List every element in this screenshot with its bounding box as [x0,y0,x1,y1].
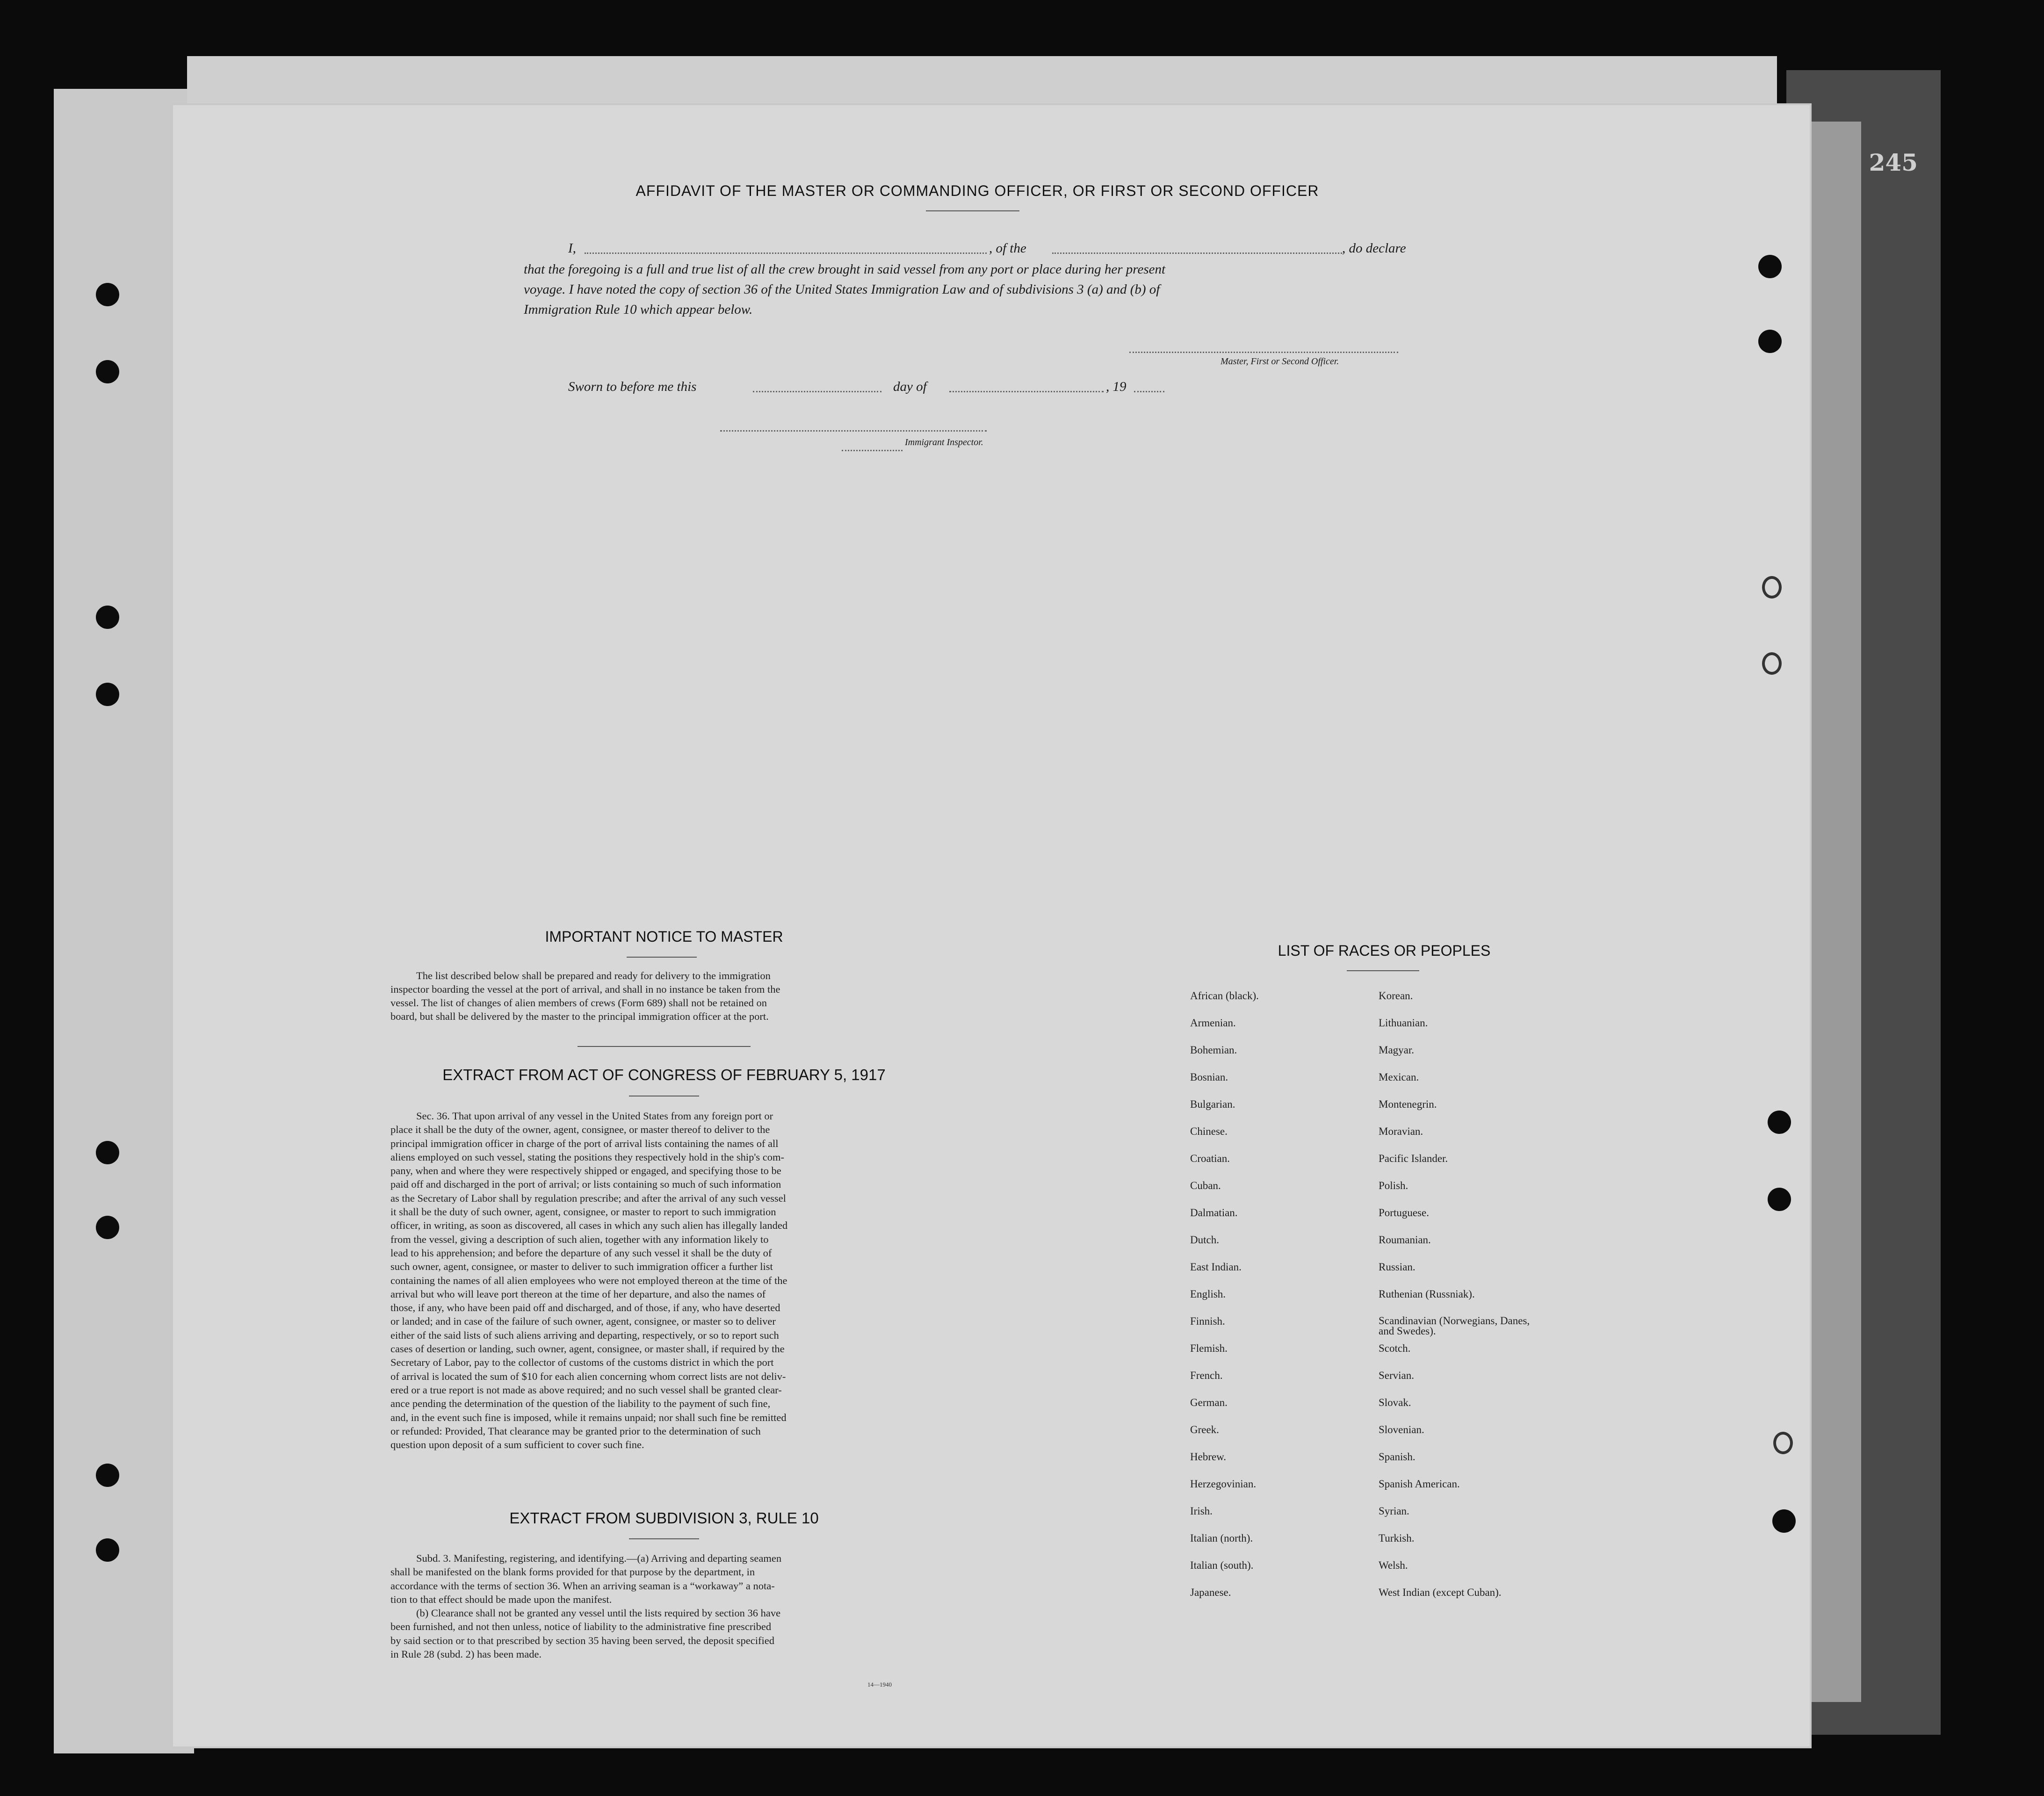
rule-title-rule [629,1538,699,1539]
notice-line: inspector boarding the vessel at the port of arrival, and shall in no instance be taken from the [390,983,780,995]
race-item: Chinese. [1190,1125,1228,1137]
race-item: Korean. [1379,990,1413,1002]
race-item: German. [1190,1397,1228,1408]
race-item: Cuban. [1190,1180,1221,1191]
master-signature-label: Master, First or Second Officer. [1221,356,1339,367]
race-item: Welsh. [1379,1559,1408,1571]
race-item: Italian (south). [1190,1559,1254,1571]
affidavit-of-the: , of the [989,241,1026,256]
notice-line: board, but shall be delivered by the master to the principal immigration officer at the port. [390,1010,769,1022]
race-item: Ruthenian (Russniak). [1379,1288,1475,1300]
sworn-day-field[interactable] [753,391,881,392]
race-item: Greek. [1190,1424,1219,1435]
act-line: question upon deposit of a sum sufficient to cover such fine. [390,1439,644,1451]
act-line: Sec. 36. That upon arrival of any vessel in the United States from any foreign port or [416,1110,773,1122]
rule-line: accordance with the terms of section 36. When an arriving seaman is a “workaway” a nota- [390,1580,775,1592]
binding-hole [96,283,119,306]
act-line: ance pending the determination of the question of the liability to the payment of such fine, [390,1398,771,1410]
affidavit-title-rule [926,210,1019,211]
sworn-year-field[interactable] [1134,391,1164,392]
affidavit-i: I, [568,241,576,256]
race-item: Lithuanian. [1379,1017,1428,1029]
act-line: ered or a true report is not made as above required; and no such vessel shall be granted clear- [390,1384,782,1396]
rule-line: in Rule 28 (subd. 2) has been made. [390,1648,542,1660]
race-item: Moravian. [1379,1125,1423,1137]
race-item: Russian. [1379,1261,1416,1273]
sworn-month-field[interactable] [949,391,1104,392]
race-item: African (black). [1190,990,1259,1002]
race-item: Italian (north). [1190,1532,1253,1544]
affidavit-title: AFFIDAVIT OF THE MASTER OR COMMANDING OFFICER, OR FIRST OR SECOND OFFICER [636,182,1319,199]
notice-line: The list described below shall be prepared and ready for delivery to the immigration [416,970,771,981]
inspector-signature-field[interactable] [720,430,987,432]
binding-hole [96,1141,119,1164]
inspector-label: Immigrant Inspector. [905,437,983,447]
race-item: Bosnian. [1190,1071,1228,1083]
act-line: principal immigration officer in charge of the port of arrival lists containing the names of all [390,1137,779,1149]
rule-line: shall be manifested on the blank forms provided for that purpose by the department, in [390,1566,755,1578]
race-item: Spanish. [1379,1451,1416,1463]
race-item: Scotch. [1379,1342,1411,1354]
race-item: West Indian (except Cuban). [1379,1587,1502,1598]
rule-line: Subd. 3. Manifesting, registering, and identifying.—(a) Arriving and departing seamen [416,1552,782,1564]
race-item: French. [1190,1370,1223,1381]
races-column-1 [1190,990,1358,1614]
races-column-2 [1379,990,1556,1614]
binding-hole [96,606,119,629]
master-signature-field[interactable] [1129,352,1398,353]
races-title-rule [1347,970,1419,971]
binding-hole [96,1538,119,1562]
race-item: Syrian. [1379,1505,1409,1517]
race-item: Bohemian. [1190,1044,1237,1056]
race-item: Japanese. [1190,1587,1231,1598]
binding-hole [96,1216,119,1239]
race-item: Polish. [1379,1180,1408,1191]
act-line: Secretary of Labor, pay to the collector of customs of the customs district in which the port [390,1356,774,1369]
notice-title-rule [627,957,697,958]
affidavit-line-2: voyage. I have noted the copy of section 36 of the United States Immigration Law and of subdivisions 3 (a) and (b) of [524,282,1160,297]
race-item: Scandinavian (Norwegians, Danes, and Swedes). [1379,1315,1530,1337]
act-line: as the Secretary of Labor shall by regulation prescribe; and after the arrival of any such vessel [390,1192,786,1204]
notice-body [390,969,938,1023]
race-item: English. [1190,1288,1226,1300]
act-line: such owner, agent, consignee, or master to deliver to such immigration officer a further list [390,1261,773,1273]
binding-hole [96,1464,119,1487]
affidavit-do-declare: , do declare [1342,241,1406,256]
rule-line: tion to that effect should be made upon the manifest. [390,1593,612,1605]
act-line: pany, when and where they were respectively shipped or engaged, and specifying those to be [390,1165,781,1177]
act-line: it shall be the duty of such owner, agent, consignee, or master to report to such immigration [390,1206,776,1218]
race-item: Finnish. [1190,1315,1225,1327]
race-item: Mexican. [1379,1071,1419,1083]
race-item: Roumanian. [1379,1234,1431,1246]
rule-title: EXTRACT FROM SUBDIVISION 3, RULE 10 [509,1509,819,1527]
race-item: Servian. [1379,1370,1415,1381]
act-line: of arrival is located the sum of $10 for each alien concerning whom correct lists are not deliv- [390,1370,786,1382]
act-line: or refunded: Provided, That clearance may be granted prior to the determination of such [390,1425,761,1437]
race-item: Slovenian. [1379,1424,1424,1435]
sheet-number: 245 [1869,149,1918,176]
race-item: Portuguese. [1379,1207,1429,1219]
manifest-page [173,105,1810,1746]
races-title: LIST OF RACES OR PEOPLES [1278,942,1491,959]
race-item: East Indian. [1190,1261,1242,1273]
race-item: Armenian. [1190,1017,1236,1029]
race-item: Dutch. [1190,1234,1219,1246]
page-hole [1773,1432,1793,1454]
page-hole [1758,330,1782,353]
act-line: arrival but who will leave port thereon at the time of her departure, and also the names of [390,1288,766,1300]
notice-rule [578,1046,751,1047]
page-hole [1768,1111,1791,1134]
affidavit-line-1: that the foregoing is a full and true list of all the crew brought in said vessel from any port or place during her present [524,262,1166,277]
rule-body [390,1551,938,1661]
sworn-text: Sworn to before me this [568,379,697,394]
race-item: Slovak. [1379,1397,1411,1408]
act-line: either of the said lists of such aliens arriving and departing, respectively, or so to report such [390,1329,779,1341]
notice-title: IMPORTANT NOTICE TO MASTER [545,928,783,945]
act-line: paid off and discharged in the port of arrival; or lists containing so much of such information [390,1178,781,1190]
race-item: Pacific Islander. [1379,1153,1448,1164]
rule-line: (b) Clearance shall not be granted any vessel until the lists required by section 36 have [416,1607,781,1619]
page-hole [1762,652,1782,675]
vessel-field[interactable] [1052,252,1342,254]
race-item: Croatian. [1190,1153,1230,1164]
act-line: those, if any, who have been paid off and discharged, and of those, if any, who have deserted [390,1302,780,1314]
rule-line: by said section or to that prescribed by section 35 having been served, the deposit specified [390,1634,775,1646]
year-text: , 19 [1106,379,1127,394]
binding-hole [96,360,119,383]
act-body [390,1109,938,1451]
act-line: containing the names of all alien employees who were not employed thereon at the time of the [390,1274,787,1286]
race-item: Hebrew. [1190,1451,1227,1463]
name-field[interactable] [585,252,987,254]
race-item: Dalmatian. [1190,1207,1238,1219]
race-item: Irish. [1190,1505,1213,1517]
form-code: 14—1940 [867,1681,892,1688]
notice-line: vessel. The list of changes of alien members of crews (Form 689) shall not be retained on [390,997,767,1009]
act-line: officer, in writing, as soon as discovered, all cases in which any such alien has illegally landed [390,1219,788,1232]
page-hole [1768,1188,1791,1211]
page-hole [1762,576,1782,599]
race-item: Bulgarian. [1190,1098,1235,1110]
act-line: place it shall be the duty of the owner, agent, consignee, or master thereof to deliver to the [390,1124,770,1136]
binding-hole [96,683,119,706]
day-of-text: day of [893,379,927,394]
race-item: Flemish. [1190,1342,1228,1354]
rule-line: been furnished, and not then unless, notice of liability to the administrative fine prescribed [390,1621,772,1633]
act-line: and, in the event such fine is imposed, while it remains unpaid; nor shall such fine be remitted [390,1411,787,1423]
act-line: from the vessel, giving a description of such alien, together with any information likely to [390,1233,769,1245]
race-item: Herzegovinian. [1190,1478,1257,1490]
race-item: Turkish. [1379,1532,1415,1544]
race-item: Spanish American. [1379,1478,1460,1490]
act-line: cases of desertion or landing, such owner, agent, consignee, or master shall, if required by the [390,1343,785,1355]
act-title: EXTRACT FROM ACT OF CONGRESS OF FEBRUARY 5, 1917 [442,1066,886,1083]
race-item: Magyar. [1379,1044,1415,1056]
affidavit-line-3: Immigration Rule 10 which appear below. [524,302,753,317]
act-line: lead to his apprehension; and before the departure of any such vessel it shall be the duty of [390,1247,772,1259]
act-line: aliens employed on such vessel, stating the positions they respectively hold in the ship's com- [390,1151,785,1163]
race-item: Montenegrin. [1379,1098,1437,1110]
act-line: or landed; and in case of the failure of such owner, agent, consignee, or master so to deliver [390,1315,776,1327]
page-hole [1758,255,1782,278]
page-hole [1772,1509,1796,1533]
inspector-signature-field-2[interactable] [842,450,903,451]
